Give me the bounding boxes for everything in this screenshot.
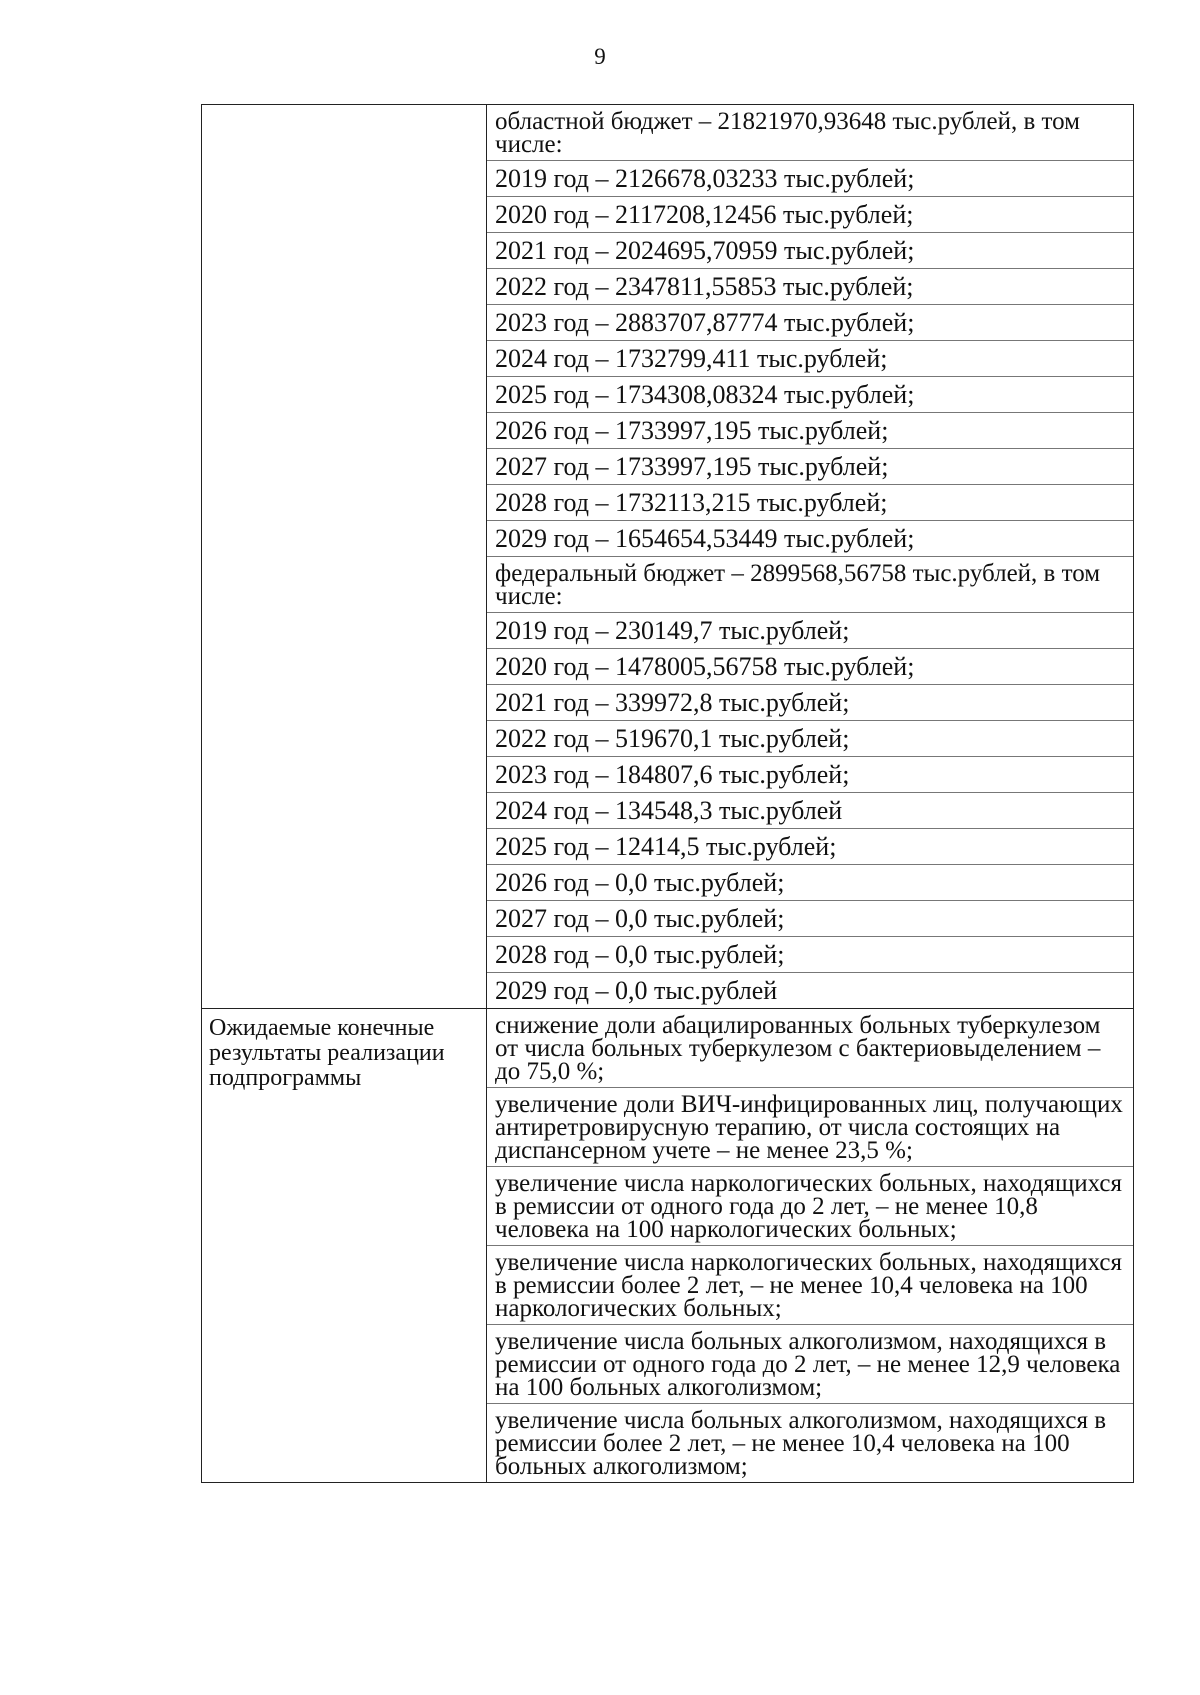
list-item: 2028 год – 1732113,215 тыс.рублей; [487, 484, 1133, 520]
list-item: снижение доли абацилированных больных туберкулезом от числа больных туберкулезом с бактериовыделением – до 75,0 %; [495, 1012, 1101, 1085]
federal-budget-total: федеральный бюджет – 2899568,56758 тыс.рублей, в том числе: [487, 556, 1133, 612]
list-item: 2025 год – 12414,5 тыс.рублей; [487, 828, 1133, 864]
list-item: 2026 год – 1733997,195 тыс.рублей; [487, 412, 1133, 448]
page-number: 9 [594, 44, 606, 69]
list-item: 2023 год – 184807,6 тыс.рублей; [487, 756, 1133, 792]
row-label [202, 105, 486, 112]
list-item: 2027 год – 0,0 тыс.рублей; [487, 900, 1133, 936]
list-item: 2027 год – 1733997,195 тыс.рублей; [487, 448, 1133, 484]
regional-budget-total: областной бюджет – 21821970,93648 тыс.рублей, в том числе: [495, 108, 1080, 158]
funding-content-cell [487, 105, 1134, 1009]
list-item: 2020 год – 2117208,12456 тыс.рублей; [487, 196, 1133, 232]
results-content-cell [487, 1009, 1134, 1483]
passport-table [201, 104, 1134, 1483]
table-row-results [202, 1009, 1134, 1483]
list-item: 2022 год – 519670,1 тыс.рублей; [487, 720, 1133, 756]
row-label-expected-results: Ожидаемые конечные результаты реализации подпрограммы [209, 1015, 445, 1091]
list-item: 2019 год – 230149,7 тыс.рублей; [487, 612, 1133, 648]
list-item: 2024 год – 134548,3 тыс.рублей [487, 792, 1133, 828]
list-item: 2024 год – 1732799,411 тыс.рублей; [487, 340, 1133, 376]
list-item: увеличение числа больных алкоголизмом, находящихся в ремиссии от одного года до 2 лет, – не менее 12,9 человека на 100 больных алкоголизмом; [487, 1324, 1133, 1403]
list-item: 2029 год – 1654654,53449 тыс.рублей; [487, 520, 1133, 556]
row-label-cell [202, 105, 487, 1009]
list-item: 2026 год – 0,0 тыс.рублей; [487, 864, 1133, 900]
list-item: 2025 год – 1734308,08324 тыс.рублей; [487, 376, 1133, 412]
list-item: 2028 год – 0,0 тыс.рублей; [487, 936, 1133, 972]
list-item: 2029 год – 0,0 тыс.рублей [487, 972, 1133, 1008]
list-item: 2022 год – 2347811,55853 тыс.рублей; [487, 268, 1133, 304]
list-item: 2023 год – 2883707,87774 тыс.рублей; [487, 304, 1133, 340]
list-item: увеличение доли ВИЧ-инфицированных лиц, получающих антиретровирусную терапию, от числа состоящих на диспансерном учете – не менее 23,5 %; [487, 1087, 1133, 1166]
list-item: 2021 год – 2024695,70959 тыс.рублей; [487, 232, 1133, 268]
row-label-cell [202, 1009, 487, 1483]
list-item: увеличение числа наркологических больных, находящихся в ремиссии от одного года до 2 лет, – не менее 10,8 человека на 100 наркологических больных; [487, 1166, 1133, 1245]
list-item: 2019 год – 2126678,03233 тыс.рублей; [487, 160, 1133, 196]
table-row-funding [202, 105, 1134, 1009]
list-item: увеличение числа наркологических больных, находящихся в ремиссии более 2 лет, – не менее 10,4 человека на 100 наркологических больных; [487, 1245, 1133, 1324]
list-item: увеличение числа больных алкоголизмом, находящихся в ремиссии более 2 лет, – не менее 10,4 человека на 100 больных алкоголизмом; [487, 1403, 1133, 1482]
list-item: 2021 год – 339972,8 тыс.рублей; [487, 684, 1133, 720]
list-item: 2020 год – 1478005,56758 тыс.рублей; [487, 648, 1133, 684]
